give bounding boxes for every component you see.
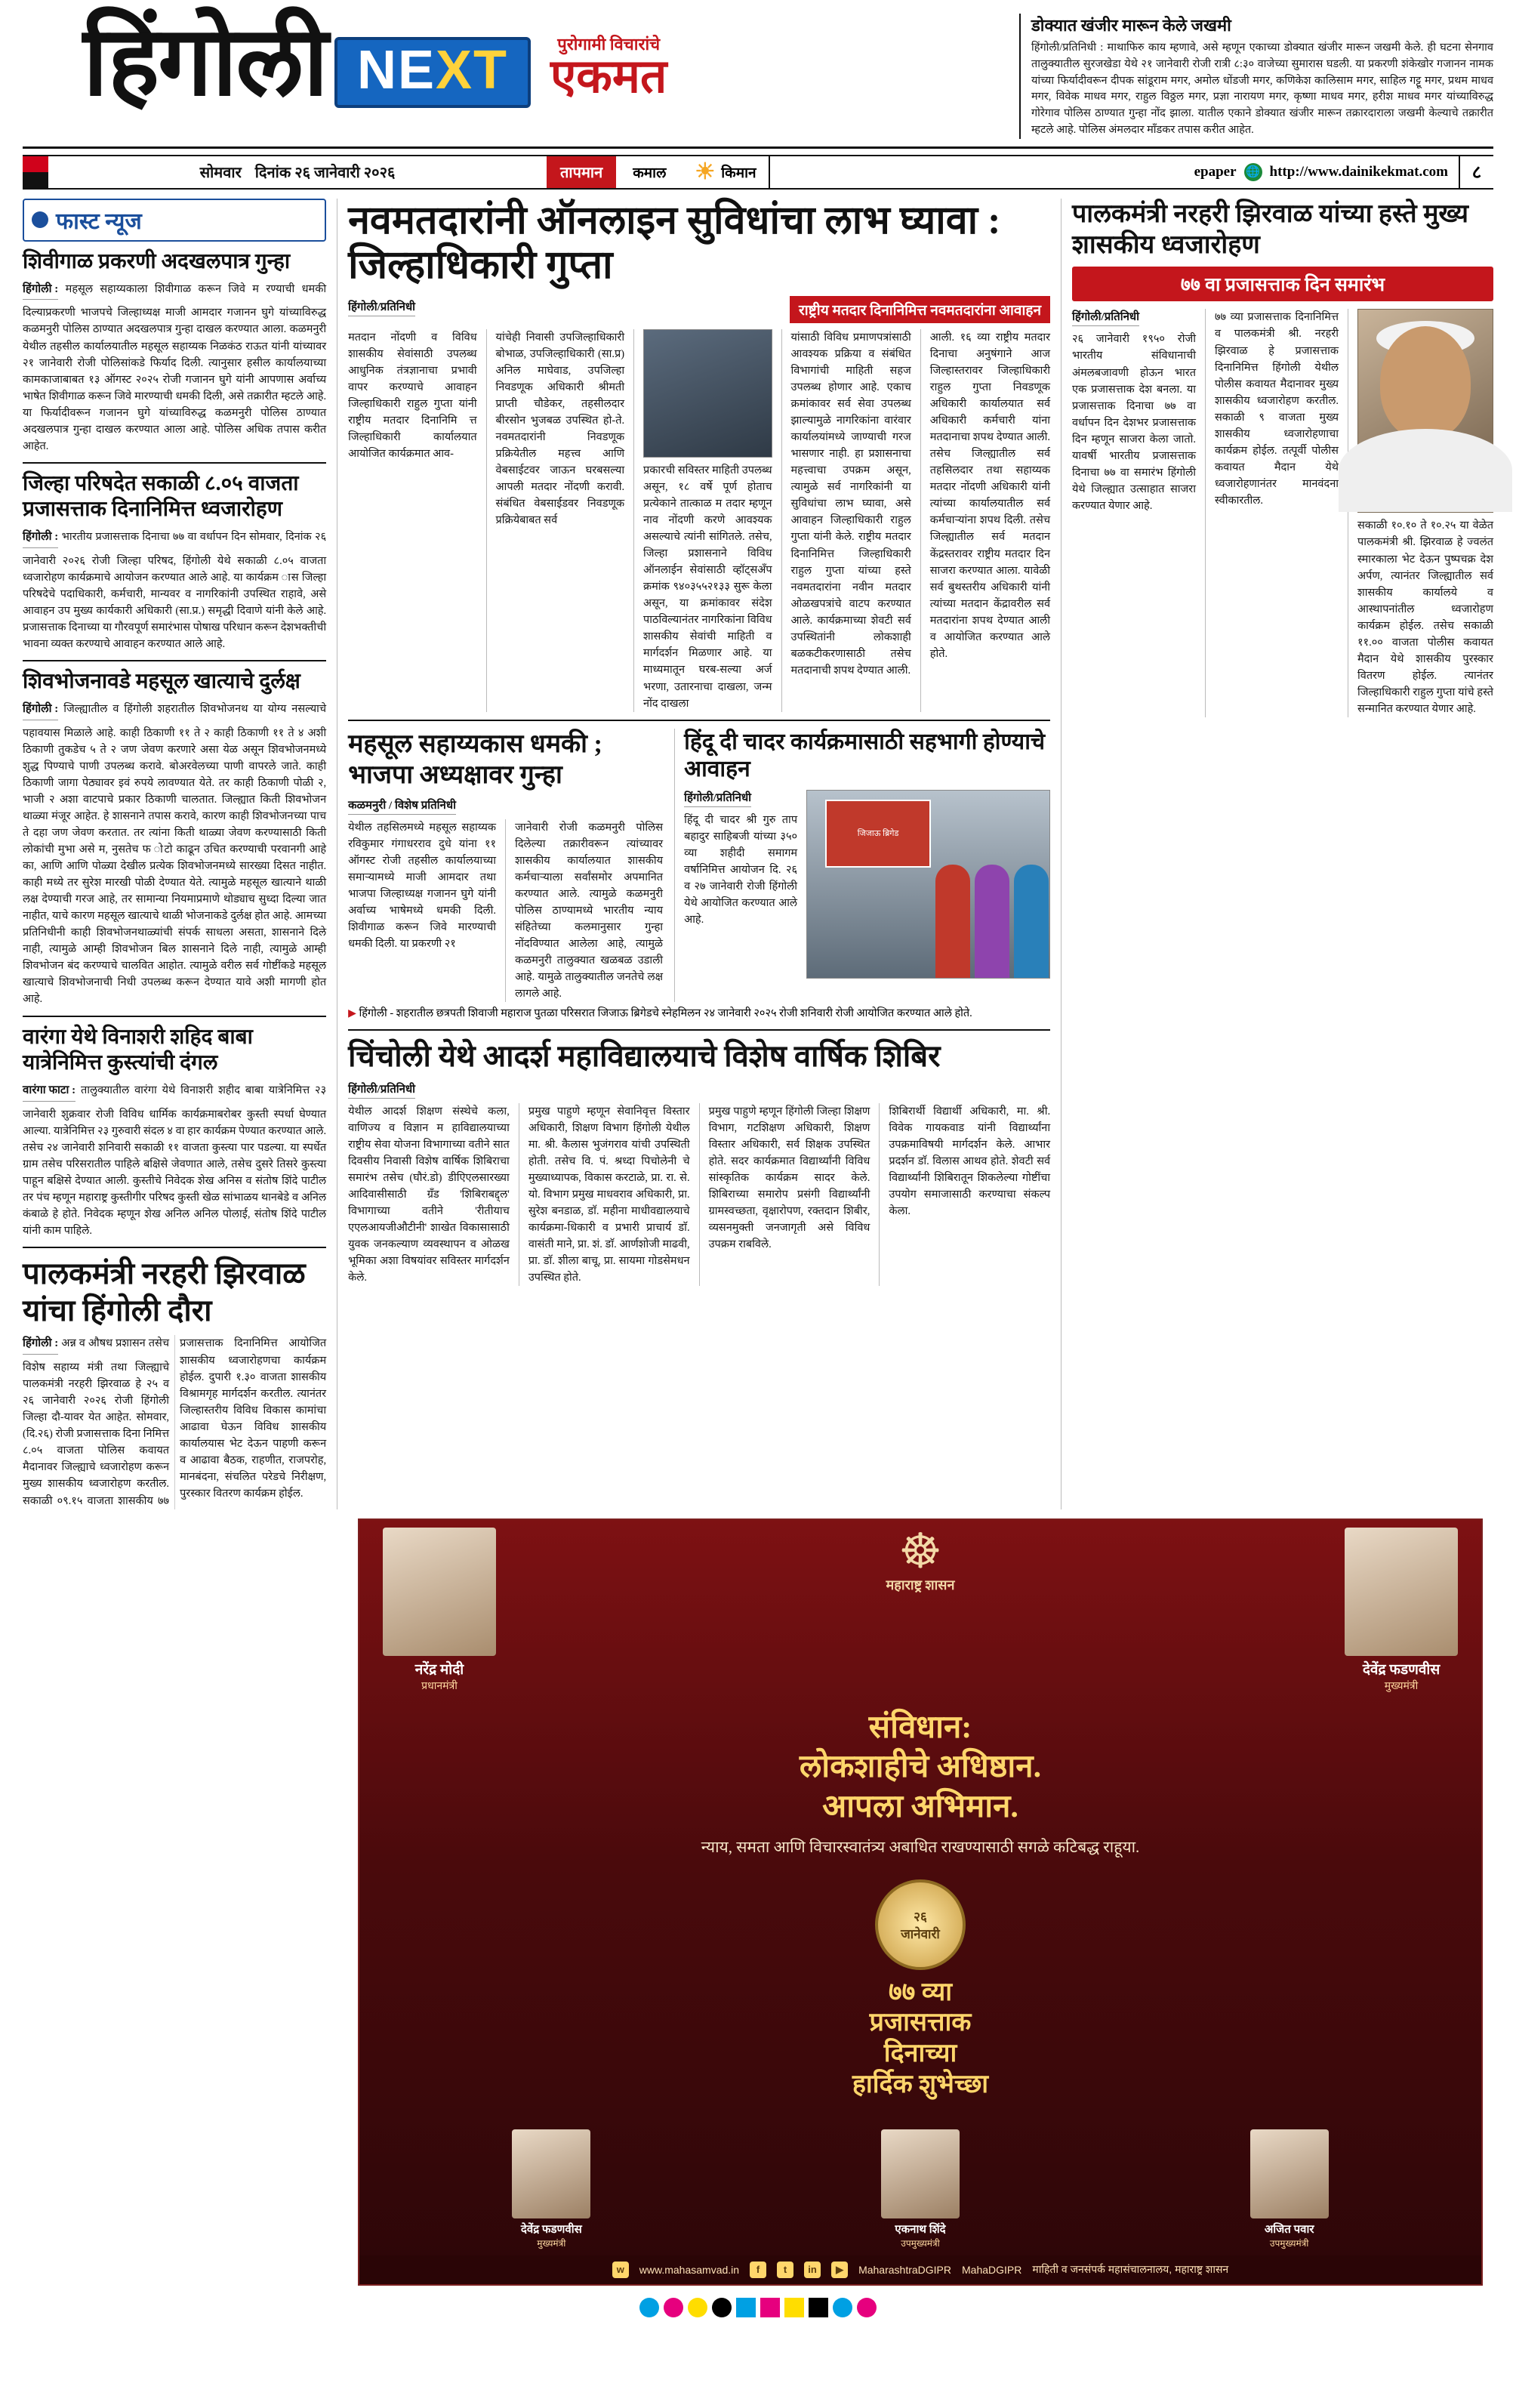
article-text: शिबिरार्थी विद्यार्थी अधिकारी, मा. श्री. विवेक गायकवाड यांनी विद्यार्थ्यांना उपक्रमाविषयी मार्गदर्शन केले. आभार प्रदर्शन डाॅ. विलास आथव होते. शेवटी सर्व विद्यार्थ्यांनी शिबिरातून शिकलेल्या गोष्टींचा उपयोग समाजासाठी करण्याचा संकल्प केला.	[889, 1105, 1051, 1218]
footer-handle-1[interactable]: MaharashtraDGIPR	[858, 2263, 951, 2276]
article-headline: वारंगा येथे विनाशरी शहिद बाबा यात्रेनिमित्त कुस्त्यांची दंगल	[23, 1025, 253, 1075]
leader-role: प्रधानमंत्री	[421, 1679, 458, 1691]
ad-bottom-leaders	[359, 2116, 1481, 2255]
list-item[interactable]	[23, 669, 326, 1007]
caption-text: हिंगोली - शहरातील छत्रपती शिवाजी महाराज पुतळा परिसरात जिजाऊ ब्रिगेडचे स्नेहमिलन २४ जानेवारी २०२५ रोजी शनिवारी रोजी आयोजित करण्यात आले होते.	[359, 1007, 972, 1019]
lead-body-row	[348, 329, 1050, 711]
article-text: २६ जानेवारी १९५० रोजी भारतीय संविधानाची अंमलबजावणी होऊन भारत एक प्रजासत्ताक देश बनला. या प्रजासत्ताक दिनाचा ७७ वा वर्धापन दिन देशभर प्रजासत्ताक दिन म्हणून साजरा केला जातो. यावर्षी भारतीय प्रजासत्ताक दिनाचा ७७ वा समारंभ हिंगोली येथे जिल्ह्यात उत्साहात साजरा करण्यात येणार आहे.	[1072, 333, 1196, 512]
article-text: जानेवारी रोजी कळमनुरी पोलिस दिलेल्या तक्रारीवरून त्यांच्यावर शासकीय कार्यालयात शासकीय कर्मचाऱ्याला सर्वांसमोर अपमानित करण्यात आले. त्यामुळे कळमनुरी पोलिस ठाण्यामध्ये भारतीय न्याय संहितेच्या कलमानुसार गुन्हा नोंदविण्यात आलेला आहे, त्यामुळे कळमनुरी तालुक्यात खळबळ उडाली आहे. यामुळे तालुक्यातील जनतेचे लक्ष लागले आहे.	[515, 821, 664, 1000]
ad-headline-1: संविधान:	[868, 1710, 972, 1745]
torso-shape	[1339, 429, 1512, 512]
leader-shinde	[864, 2129, 977, 2249]
ad-footer	[359, 2255, 1481, 2284]
byline: हिंगोली/प्रतिनिधी	[684, 790, 751, 807]
color-swatch	[664, 2298, 683, 2317]
temp-min-block	[683, 156, 768, 188]
article-text: जिल्ह्यातील व हिंगोली शहरातील शिवभोजनथ या योग्य नसल्याचे पहावयास मिळाले आहे. काही ठिकाणी ११ ते २ काही ठिकाणी ११ ते ४ अशी ठिकाणी तुकडेच ५ ते २ जण जेवण करणारे असा येळ असून शिवभोजनमध्ये शुद्ध पिण्याचे पाणी उपलब्ध करावे. बोअरवेलच्या पाणी वापरले जाते. काही ठिकाणी जागा पेठ्यावर इवं रुपये लावण्यात येते. तर काही ठिकाणी पोळी २, भाजी २ अशा वाटपाचे प्रकार ठिकाणी चालतात. जिल्ह्यात किती शिवभोजन थाळ्या मंजूर आहेत. हे शासनाने तपास करावे, कारण काही शिवभोजनच्या पाच ते दहा जण जेवण करतात. तर त्यांना किती थाळ्या जेवण करण्यासाठी किती लोकांची मुभा असे म, नुसतेच फ ोटो काढून उचित करण्याची परवानगी आहे का, आणि आणि पोळ्या देखील प्रत्येक शिवभोजनमध्ये सारख्या दिसत नाहीत. काही मध्ये तर सुरेश मारखी पोळी देण्यात येते. त्यामुळे महसूल खात्याने थाळी लक्ष देण्याची गरज आहे, तर सामान्या नियमाप्रमाणे थोड्याच सुध्दा दिल्या जात नाहीत, याचे कारण महसूल खात्याचे थाळी भोजनाकडे दुर्लक्ष होत आहे. आमच्या प्रतिनिधीनी काही शिवभोजनथाळ्यांची संपर्क साधला असता, शासनाने दिले नाही, त्यामुळे आम्ही शिवभोजन बिल शासनाने दिले नाही, त्यामुळे आम्ही शिवभोजन बंद करण्याचे चालवित आहोत. त्यामुळे वरील सर्व गोष्टींकडे महसूल खात्याचे शिवभोजनाची निधी उपलब्ध करून देण्यात यावे अशी मागणी होत आहे.	[23, 703, 327, 1006]
face-shape	[1380, 326, 1471, 439]
day-label: सोमवार	[199, 165, 242, 181]
leader-photo	[881, 2129, 960, 2218]
divider	[23, 462, 326, 464]
footer-handle-2[interactable]: MahaDGIPR	[962, 2263, 1022, 2276]
byline: कळमनुरी / विशेष प्रतिनिधी	[348, 797, 456, 815]
color-swatch	[833, 2298, 852, 2317]
leader-role: उपमुख्यमंत्री	[1269, 2237, 1309, 2249]
logo-next-ne: NE	[356, 40, 436, 100]
government-advertisement[interactable]	[358, 1518, 1483, 2286]
mid-story-threat[interactable]	[348, 729, 665, 1002]
leader-fadnavis-top	[1333, 1528, 1469, 1693]
ekmat-logo	[550, 32, 667, 103]
lead-col-1: मतदान नोंदणी व विविध शासकीय सेवांसाठी उपलब्ध आधुनिक तंत्रज्ञानाचा प्रभावी वापर करण्याचे आवाहन जिल्हाधिकारी राहुल गुप्ता यांनी राष्ट्रीय मतदार दिनानिमि त्त जिल्हाधिकारी कार्यालयात आयोजित कार्यक्रमात आव-	[348, 331, 477, 461]
leader-modi	[371, 1528, 507, 1693]
lead-col-3-wrap	[643, 329, 772, 711]
ad-headline-2: लोकशाहीचे अधिष्ठान.	[799, 1750, 1042, 1785]
masthead-side-story	[1019, 14, 1493, 139]
lead-col-4: यांसाठी विविध प्रमाणपत्रांसाठी आवश्यक प्रक्रिया व संबंधित विभागांची माहिती सहज उपलब्ध होणार आहे. एकाच क्रमांकावर सर्व सेवा उपलब्ध झाल्यामुळे नागरिकांना वारंवार कार्यालयांमध्ये जाण्याची गरज भासणार नाही. हा प्रशासनाचा महत्त्वाचा उपक्रम असून, त्यामुळे सर्व नागरिकांनी या सुविधांचा लाभ घ्यावा, असे आवाहन जिल्हाधिकारी राहुल गुप्ता यांनी केले. राष्ट्रीय मतदार दिनानिमित्त जिल्हाधिकारी राहुल गुप्ता यांच्या हस्ते नवमतदारांना नवीन मतदार ओळखपत्रांचे वाटप करण्यात आले. कार्यक्रमाच्या शेवटी सर्व उपस्थितांनी लोकशाही बळकटीकरणासाठी तसेच मतदानाची शपथ देण्यात आली.	[790, 331, 911, 677]
article-text: तालुक्यातील वारंगा येथे विनाशरी शहीद बाबा यात्रेनिमित्त २३ जानेवारी शुक्रवार रोजी विविध धार्मिक कार्यक्रमाबरोबर कुस्ती स्पर्धा घेण्यात आल्या. यात्रेनिमित्त २३ गुरुवारी संदल ४ वा हार कार्यक्रम पेण्यात करण्यात आले. तसेच २४ जानेवारी शनिवारी सकाळी ११ वाजता कुस्त्या पार पडल्या. या स्पर्धेत ग्राम तसेच परिसरातील पाहिले बक्षिसे जेवणात आले, तसेच दुसरे तिसरे कुस्त्या पाहून बक्षिसे देण्यात आली. कुस्तीचे निवेदक शेख अनिस व संतोष शिंदे पाटील तर पंच म्हणून महाराष्ट्र कुस्तीगीर परिषद कुस्ती खेळ सांभाळय थानबेडे व अनिल कंबाळे हे होते. निवेदक म्हणून शेख अनिल अनिल पोलाई, संतोष शिंदे पाटील यांनी काम पाहिले.	[23, 1084, 327, 1237]
byline: हिंगोली/प्रतिनिधी	[348, 299, 415, 316]
column-middle	[348, 199, 1050, 1509]
article-text: येथील तहसिलमध्ये महसूल सहाय्यक रविकुमार गंगाधरराव दुधे यांना ११ ऑगस्ट रोजी तहसील कार्यालयाच्या समाऱ्यामध्ये माजी आमदार तथा भाजपा जिल्हाध्यक्ष गजानन घुगे यांनी अर्वाच्य भाषेमध्ये धमकी दिली. शिवीगाळ करून जिवे मारण्याची धमकी दिली. या प्रकरणी २१	[348, 821, 497, 950]
leader-role: उपमुख्यमंत्री	[901, 2237, 940, 2249]
article-text: येथील आदर्श शिक्षण संस्थेचे कला, वाणिज्य व विज्ञान म हाविद्यालयाच्या राष्ट्रीय सेवा योजना विभागाच्या वतीने सात दिवसीय निवासी विशेष वार्षिक शिबिराचा समारंभ तसेच (घौरं.डो) डीएिएलसारख्या आदिवासीसाठी ग्रॅंड 'शिबिराबद्द्ल' विभागाच्या वतीने 'रीतीयाच एएलआयजीऔटीनी' शाखेत विकासासाठी युवक जनकल्याण व्यवस्थापन व ओळख भूमिका अशा विषयांवर सविस्तर मार्गदर्शन केले.	[348, 1105, 510, 1284]
byline: हिंगोली :	[23, 281, 58, 301]
color-swatch	[639, 2298, 659, 2317]
ekmat-tagline: पुरोगामी विचारांचे	[557, 34, 661, 54]
color-swatch	[784, 2298, 804, 2317]
youtube-icon[interactable]: ▶	[831, 2262, 848, 2278]
minister-portrait	[1357, 309, 1493, 513]
list-item[interactable]	[23, 249, 326, 455]
side-story-headline: डोक्यात खंजीर मारून केले जखमी	[1031, 16, 1231, 35]
lead-headline: नवमतदारांनी ऑनलाइन सुविधांचा लाभ घ्यावा : जिल्हाधिकारी गुप्ता	[348, 199, 1001, 288]
byline: हिंगोली :	[23, 1335, 58, 1355]
article-body	[23, 1335, 326, 1509]
ad-top-row	[359, 1520, 1481, 1693]
color-registration-bar	[23, 2286, 1493, 2325]
globe-icon[interactable]: w	[612, 2262, 629, 2278]
lead-photo	[643, 329, 772, 458]
color-swatch	[688, 2298, 707, 2317]
leader-role: मुख्यमंत्री	[1384, 1679, 1419, 1691]
divider	[23, 1016, 326, 1017]
gov-label: महाराष्ट्र शासन	[886, 1577, 955, 1592]
leader-name: एकनाथ शिंदे	[895, 2223, 946, 2236]
leader-name: देवेंद्र फडणवीस	[520, 2223, 582, 2236]
lead-col-3: प्रकारची सविस्तर माहिती उपलब्ध असून, १८ वर्षे पूर्ण होताच प्रत्येकाने तात्काळ म तदार म्हणून नाव नोंदणी करणे आवश्यक असल्याचे त्यांनी सांगितले. तसेच, जिल्हा प्रशासनाने विविध ऑनलाईन सेवांसाठी व्हॉट्सअँप क्रमांक ९४०३५५२१३३ सुरू केला असून, या क्रमांकावर संदेश पाठविल्यानंतर नागरिकांना विविध शासकीय सेवांची माहिती व मार्गदर्शन मिळणार आहे. या माध्यमातून घरब-सल्या अर्ज भरणा, उतारनाचा दाखला, जन्म नोंद दाखला	[643, 464, 772, 710]
side-story-body: हिंगोली/प्रतिनिधी : माथाफिरु काय म्हणावे, असे म्हणून एकाच्या डोक्यात खंजीर मारून जखमी केले. ही घटना सेनगाव तालुक्यातील सुरजखेडा येथे २१ जानेवारी रोजी रात्री ८:३० वाजेच्या सुमारास घडली. या प्रकरणी शंकेखोर गजानन नामक यांच्या फिर्यादीवरून दीपक सांडूराम मगर, अमोल धोंडजी मगर, कणिकेश कालिसाम मगर, साहिल गट्टू मगर, प्रथम माधव मगर, विवेक माधव मगर, राहुल विठ्ठल मगर, प्रज्ञा नारायण मगर, कृष्णा माधव मगर, हरीश माधव मगर यांच्याविरुद्ध गोरेगाव पोलिस ठाण्यात गुन्हा नोंद झाला. यातील एकाने डोक्यात खंजीर मारून तक्रारदाराला जखमी केल्याचे तक्रारीत म्हटले आहे. पोलिस अंमलदार माँडकर तपास करीत आहेत.	[1031, 42, 1493, 136]
stage-banner: जिजाऊ ब्रिगेड	[825, 800, 931, 868]
twitter-icon[interactable]: t	[777, 2262, 793, 2278]
leader-photo	[1345, 1528, 1458, 1656]
flag-stripe-icon	[23, 156, 48, 188]
date-block	[48, 156, 547, 188]
article-headline: चिंचोली येथे आदर्श महाविद्यालयाचे विशेष वार्षिक शिबिर	[348, 1039, 941, 1074]
article-headline: हिंदू दी चादर कार्यक्रमासाठी सहभागी होण्याचे आवाहन	[684, 729, 1046, 782]
logo-hingoli: हिंगोली	[83, 8, 327, 116]
leader-photo	[512, 2129, 590, 2218]
color-swatch	[857, 2298, 877, 2317]
lead-col-2: यांचेही निवासी उपजिल्हाधिकारी बोभाळ, उपजिल्हाधिकारी (सा.प्र) अनिल माघेवाड, उपजिल्हा निवडणूक अधिकारी श्रीमती प्राप्ती चौडेकर, तहसीलदार बीरसोन भुजबळ उपस्थित हो-ते. नवमतदारांनी निवडणूक प्रक्रियेतील महत्त्व आणि वेबसाईटवर जाऊन घरबसल्या आपली मतदार नोंदणी करावी. संबंधित वेबसाईडवर निवडणूक प्रक्रियेबाबत सर्व	[495, 331, 625, 527]
mid-story-chadar[interactable]	[684, 729, 1050, 1002]
greeting-line-2: प्रजासत्ताक	[869, 2009, 972, 2037]
anniversary-banner: ७७ वा प्रजासत्ताक दिन समारंभ	[1072, 267, 1493, 301]
article-body	[23, 701, 326, 1007]
article-text: प्रमुख पाहुणे म्हणून हिंगोली जिल्हा शिक्षण विभाग, गटशिक्षण अधिकारी, शिक्षण विस्तार अधिकारी, सर्व शिक्षक उपस्थित होते. सदर कार्यक्रमात विद्यार्थ्यांनी विविध सांस्कृतिक कार्यक्रम सादर केले. शिबिराच्या समारोप प्रसंगी विद्यार्थ्यांनी ग्रामस्वच्छता, वृक्षारोपण, रक्तदान शिबीर, व्यसनमुक्ती जनजागृती असे विविध उपक्रम राबविले.	[708, 1105, 870, 1251]
list-item[interactable]	[23, 471, 326, 652]
byline: हिंगोली/प्रतिनिधी	[1072, 309, 1139, 326]
leader-name: देवेंद्र फडणवीस	[1362, 1661, 1441, 1678]
seal-date: २६	[914, 1909, 927, 1924]
republic-day-seal	[875, 1879, 966, 1970]
article-headline: महसूल सहाय्यकास धमकी ; भाजपा अध्यक्षावर गुन्हा	[348, 729, 602, 790]
divider	[348, 1029, 1050, 1031]
seal-month: जानेवारी	[901, 1926, 940, 1941]
divider	[23, 660, 326, 661]
article-text: भारतीय प्रजासत्ताक दिनाचा ७७ वा वर्धापन दिन सोमवार, दिनांक २६ जानेवारी २०२६ रोजी जिल्हा परिषद, हिंगोली येथे सकाळी ८.०५ वाजता ध्वजारोहण कार्यक्रमाचे आयोजन करण्यात आले आहे. या कार्यक्रम ास जिल्हा परिषदेचे पदाधिकारी, कर्मचारी, मान्यवर व नागरिकांनी उपस्थित राहावे, असे आवाहन उप मुख्य कार्यकारी अधिकारी (सा.प्र.) समृद्धी दिवाणे यांनी केले आहे. प्रजासत्ताक दिनाच्या या गौरवपूर्ण समारंभास पोषाख परिधान करून देशभक्तीची भावना व्यक्त करण्याचे आवाहन करण्यात आले आहे.	[23, 531, 327, 650]
article-body	[23, 529, 326, 652]
article-text: अन्न व औषध प्रशासन तसेच विशेष सहाय्य मंत्री तथा जिल्ह्याचे पालकमंत्री नरहरी झिरवाळ हे २५ व २६ जानेवारी २०२६ रोजी हिंगोली जिल्हा दौ-यावर येत आहेत. सोमवार, (दि.२६) रोजी प्रजासत्ताक दिना निमित्त ८.०५ वाजता पोलिस कवायत मैदानावर जिल्ह्याचे ध्वजारोहण करून मुख्य शासकीय ध्वजारोहण करतील. सकाळी ०९.१५ वाजता शासकीय ७७ प्रजासत्ताक दिनानिमित्त आयोजित शासकीय ध्वजारोहणचा कार्यक्रम होईल. दुपारी १.३० वाजता शासकीय विश्रामगृह मार्गदर्शन करतील. त्यानंतर जिल्हास्तरीय विविध विकास कामांचा आढावा घेऊन विविध शासकीय कार्यालयास भेट देऊन पाहणी करून व आढावा बैठक, राहणीत, राजपरोह, मानबंदना, संचलित परेडचे निरीक्षण, पुरस्कार वितरण कार्यक्रम होईल.	[23, 1337, 327, 1507]
photo-caption	[348, 1002, 1050, 1022]
leader-pawar	[1233, 2129, 1346, 2249]
divider	[23, 1247, 326, 1248]
byline: वारंगा फाटा :	[23, 1082, 75, 1102]
greeting-line-3: दिनाच्या	[883, 2040, 957, 2068]
lead-kicker-row	[348, 296, 1050, 329]
byline: हिंगोली :	[23, 701, 58, 720]
article-text: ७७ व्या प्रजासत्ताक दिनानिमित्त व पालकमंत्री श्री. नरहरी झिरवाळ हे प्रजासत्ताक दिनानिमित्त हिंगोली येथील पोलीस कवायत मैदानावर मुख्य शासकीय ध्वजारोहण करतील. सकाळी ९ वाजता मुख्य शासकीय ध्वजारोहणाचा कार्यक्रम होईल. तत्पूर्वी पोलीस कवायत मैदान येथे ध्वजारोहणानंतर मानवंदना स्वीकारतील.	[1215, 311, 1339, 507]
epaper-label: epaper	[1194, 163, 1237, 180]
greeting-line-4: हार्दिक शुभेच्छा	[852, 2070, 989, 2098]
mid-story-college[interactable]	[348, 1038, 1050, 1286]
temp-max-label: कमाल	[633, 165, 667, 181]
mid-story-row	[348, 729, 1050, 1002]
byline: हिंगोली :	[23, 529, 58, 548]
list-item[interactable]	[23, 1025, 326, 1239]
right-headline: पालकमंत्री नरहरी झिरवाळ यांच्या हस्ते मुख्य शासकीय ध्वजारोहण	[1072, 199, 1469, 259]
column-right	[1072, 199, 1493, 1509]
website-url[interactable]: http://www.dainikekmat.com	[1269, 163, 1448, 180]
lead-kicker: राष्ट्रीय मतदार दिनानिमित्त नवमतदारांना आवाहन	[790, 296, 1050, 323]
group-photo	[806, 790, 1050, 979]
logo-next-xt: XT	[436, 40, 509, 100]
fast-news-title: फास्ट न्यूज	[56, 208, 142, 234]
article-text: हिंदू दी चादर श्री गुरु ताप बहादुर साहिबजी यांच्या ३५० व्या शहीदी समागम वर्षानिमित्त आयोजन दि. २६ व २७ जानेवारी रोजी हिंगोली येथे आयोजित करण्यात आले आहे.	[684, 813, 798, 926]
leader-name: अजित पवार	[1264, 2223, 1314, 2236]
masthead-logo-area	[23, 8, 1019, 116]
leader-photo	[1250, 2129, 1329, 2218]
lead-col-5: आली. १६ व्या राष्ट्रीय मतदार दिनाचा अनुषंगाने आज जिल्हास्तरावर जिल्हाधिकारी राहुल गुप्ता निवडणूक अधिकारी कार्यालयात सर्व अधिकारी कर्मचारी यांना मतदानाचा शपथ देण्यात आली. तसेच जिल्ह्यातील सर्व तहसिलदार तथा सहाय्यक मतदार नोंदणी अधिकारी यांनी त्यांच्या कार्यालयातील सर्व कर्मचाऱ्यांना शपथ दिली. तसेच जिल्ह्यातील सर्व मतदान केंद्रस्तरावर राष्ट्रीय मतदार दिन साजरा करण्यात आला. यावेळी सर्व बुथस्तरीय अधिकारी यांनी त्यांच्या मतदान केंद्रावरील सर्व मतदारांना शपथ देण्यात आली व आयोजित करण्यात आले होते.	[929, 331, 1051, 660]
ad-center	[359, 1693, 1481, 2116]
footer-website[interactable]: www.mahasamvad.in	[639, 2263, 740, 2276]
article-body	[23, 281, 326, 455]
temperature-badge: तापमान	[547, 156, 616, 188]
facebook-icon[interactable]: f	[750, 2262, 766, 2278]
article-headline: पालकमंत्री नरहरी झिरवाळ यांचा हिंगोली दौरा	[23, 1256, 306, 1327]
article-headline: शिवभोजनावडे महसूल खात्याचे दुर्लक्ष	[23, 670, 300, 694]
diamond-icon	[32, 211, 48, 228]
article-body	[23, 1082, 326, 1239]
page-number: ८	[1459, 156, 1493, 188]
ad-headline-3: आपला अभिमान.	[822, 1789, 1018, 1824]
page-content	[23, 199, 1493, 1509]
list-item[interactable]	[23, 1256, 326, 1509]
temp-min-label: किमान	[721, 165, 756, 181]
leader-photo	[383, 1528, 496, 1656]
article-headline: शिवीगाळ प्रकरणी अदखलपात्र गुन्हा	[23, 249, 291, 273]
right-body-row	[1072, 309, 1493, 717]
state-emblem	[886, 1524, 955, 1594]
article-text: प्रमुख पाहुणे म्हणून सेवानिवृत्त विस्तार अधिकारी, शिक्षण विभाग हिंगोली येथील मा. श्री. कैलास भुजंगराव यांची उपस्थिती होती. तसेच वि. पं. श्रध्दा पिचोलेनी चे मुख्याध्यापक, विकास करटाळे, प्रा. रा. से. यो. विभाग प्रमुख माधवराव अधिकारी, प्रा. सुरेश बनडाळ, डाॅ. महीना माधीवद्यालयाचे कार्यक्रमा-धिकारी व प्रभारी प्राचार्य डाॅ. वासंती माने, प्रा. शं. डाॅ. आर्णशोजी माढवी, प्रा. डाॅ. शीला बाचू, प्रा. सायमा गोडसेमधन उपस्थित होते.	[528, 1105, 690, 1284]
color-swatch	[712, 2298, 732, 2317]
byline: हिंगोली/प्रतिनिधी	[348, 1081, 415, 1099]
article-headline: जिल्हा परिषदेत सकाळी ८.०५ वाजता प्रजासत्ताक दिनानिमित्त ध्वजारोहण	[23, 471, 299, 521]
divider	[348, 720, 1050, 721]
color-swatch	[809, 2298, 828, 2317]
article-text: महसूल सहाय्यकाला शिवीगाळ करून जिवे म रण्याची धमकी दिल्याप्रकरणी भाजपचे जिल्हाध्यक्ष माजी आमदार गजानन घुगे यांच्याविरुद्ध कळमनुरी पोलिस ठाण्यात अदखलपात्र गुन्हा दाखल करण्यात आला. कळमनुरी येथील तहसील कार्यालयातील महसूल सहाय्यक निळकंठ राऊत यांनी यांच्यावर २१ जानेवारी रोजी पोलिसांकडे फिर्याद दिली. त्यानुसार हसील कार्यालयाच्या कामकाजाबाबत १३ ऑगस्ट २०२५ रोजी गजानन घुगे यांनी आपणास अर्वाच्य भाषेत शिवीगाळ करून जिवे मारण्याची धमकी दिली, असे तक्रारीत म्हटले आहे. या फिर्यादीवरून गजानन घुगे यांच्याविरुद्ध कळमनुरी पोलिस ठाण्यात अदखलपात्र गुन्हा दाखल करण्यात आला आहे. पोलिस अधिक तपास करीत आहेत.	[23, 282, 327, 452]
globe-icon: 🌐	[1244, 163, 1262, 181]
column-left	[23, 199, 326, 1509]
sun-icon: ☀	[695, 159, 716, 184]
fast-news-header	[23, 199, 326, 242]
ashoka-emblem-icon: ☸	[898, 1524, 942, 1578]
ekmat-word: एकमत	[550, 51, 667, 103]
logo-next	[334, 37, 531, 108]
ad-subtext: न्याय, समता आणि विचारस्वातंत्र्य अबाधित राखण्यासाठी सगळे कटिबद्ध राहूया.	[701, 1838, 1140, 1857]
bullet-icon: ▶	[348, 1007, 356, 1019]
leader-role: मुख्यमंत्री	[537, 2237, 566, 2249]
footer-note: माहिती व जनसंपर्क महासंचालनालय, महाराष्ट्र शासन	[1032, 2263, 1229, 2276]
instagram-icon[interactable]: in	[804, 2262, 821, 2278]
column-divider	[1061, 199, 1062, 1509]
masthead	[23, 8, 1493, 149]
date-label: दिनांक २६ जानेवारी २०२६	[254, 165, 396, 181]
greeting-line-1: ७७ व्या	[888, 1978, 952, 2006]
info-bar	[23, 155, 1493, 190]
color-swatch	[736, 2298, 756, 2317]
leader-fadnavis	[495, 2129, 608, 2249]
ad-greeting	[390, 1978, 1451, 2101]
article-text: सकाळी १०.१० ते १०.२५ या वेळेत पालकमंत्री श्री. झिरवाळ हे ज्वलंत स्मारकाला भेट देऊन पुष्पचक्र देश अर्पण, त्यानंतर जिल्ह्यातील सर्व शासकीय कार्यालये व आस्थापनांतील ध्वजारोहण कार्यक्रम होईल. तसेच सकाळी ११.०० वाजता पोलीस कवायत मैदान येथे शासकीय पुरस्कार वितरण होईल. त्यानंतर जिल्हाधिकारी राहुल गुप्ता यांचे हस्ते सन्मानित करण्यात येणार आहे.	[1357, 520, 1493, 715]
leader-name: नरेंद्र मोदी	[414, 1661, 464, 1678]
color-swatch	[760, 2298, 780, 2317]
epaper-link[interactable]	[770, 156, 1459, 188]
